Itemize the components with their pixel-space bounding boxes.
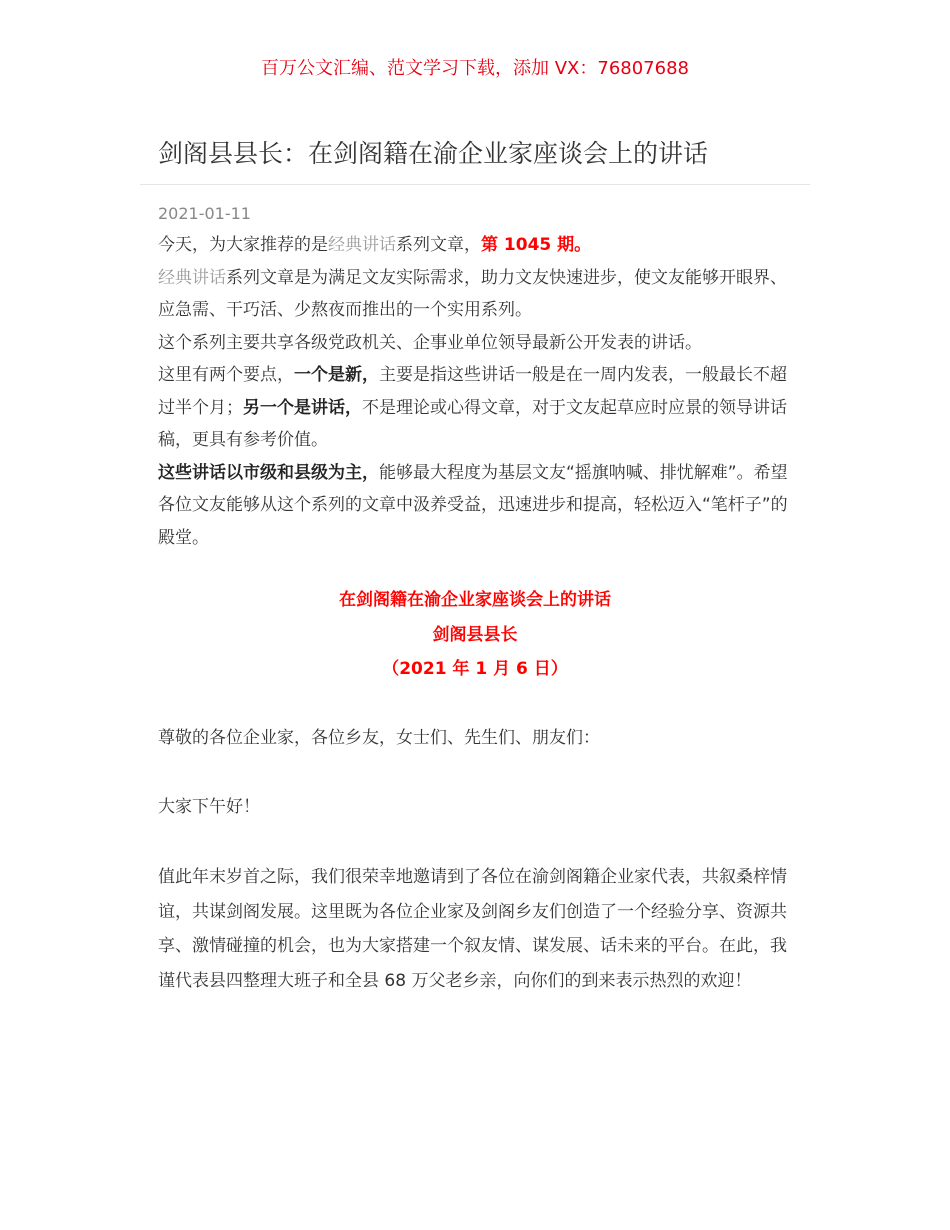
speech-title: 在剑阁籍在渝企业家座谈会上的讲话 — [339, 590, 611, 610]
intro-section — [158, 229, 794, 554]
intro-paragraph: 这里有两个要点，一个是新，主要是指这些讲话一般是在一周内发表，一般最长不超过半个月；另一个是讲话，不是理论或心得文章，对于文友起草应时应景的领导讲话稿，更具有参考价值。 — [158, 365, 787, 450]
article-date: 2021-01-11 — [158, 204, 251, 223]
series-tag: 经典讲话 — [158, 267, 226, 288]
promo-banner-text: 百万公文汇编、范文学习下载，添加 VX：76807688 — [261, 58, 689, 79]
series-tag: 经典讲话 — [328, 235, 396, 255]
issue-number: 第 1045 期。 — [481, 235, 592, 255]
article-title: 剑阁县县长：在剑阁籍在渝企业家座谈会上的讲话 — [158, 139, 709, 168]
intro-paragraph: 经典讲话系列文章是为满足文友实际需求，助力文友快速进步，使文友能够开眼界、应急需、干巧活、少熬夜而推出的一个实用系列。 — [158, 267, 787, 320]
title-divider — [140, 184, 810, 185]
speech-heading — [0, 583, 950, 687]
speech-paragraph: 值此年末岁首之际，我们很荣幸地邀请到了各位在渝剑阁籍企业家代表，共叙桑梓情谊，共谋剑阁发展。这里既为各位企业家及剑阁乡友们创造了一个经验分享、资源共享、激情碰撞的机会，也为大家搭建一个叙友情、谋发展、话未来的平台。在此，我谨代表县四整理大班子和全县 68 万父老乡亲，向你们的到来表示热烈的欢迎！ — [158, 867, 787, 991]
speech-salutation: 大家下午好！ — [158, 797, 260, 817]
intro-paragraph: 这些讲话以市级和县级为主，能够最大程度为基层文友“摇旗呐喊、排忧解难”。希望各位文友能够从这个系列的文章中汲养受益，迅速进步和提高，轻松迈入“笔杆子”的殿堂。 — [158, 462, 788, 548]
speech-greeting: 尊敬的各位企业家，各位乡友，女士们、先生们、朋友们： — [158, 728, 600, 748]
intro-paragraph: 这个系列主要共享各级党政机关、企事业单位领导最新公开发表的讲话。 — [158, 332, 702, 353]
promo-banner — [0, 56, 950, 82]
intro-paragraph: 今天，为大家推荐的是经典讲话系列文章，第 1045 期。 — [158, 235, 592, 255]
speech-speaker: 剑阁县县长 — [432, 624, 518, 645]
speech-date: （2021 年 1 月 6 日） — [382, 659, 568, 679]
